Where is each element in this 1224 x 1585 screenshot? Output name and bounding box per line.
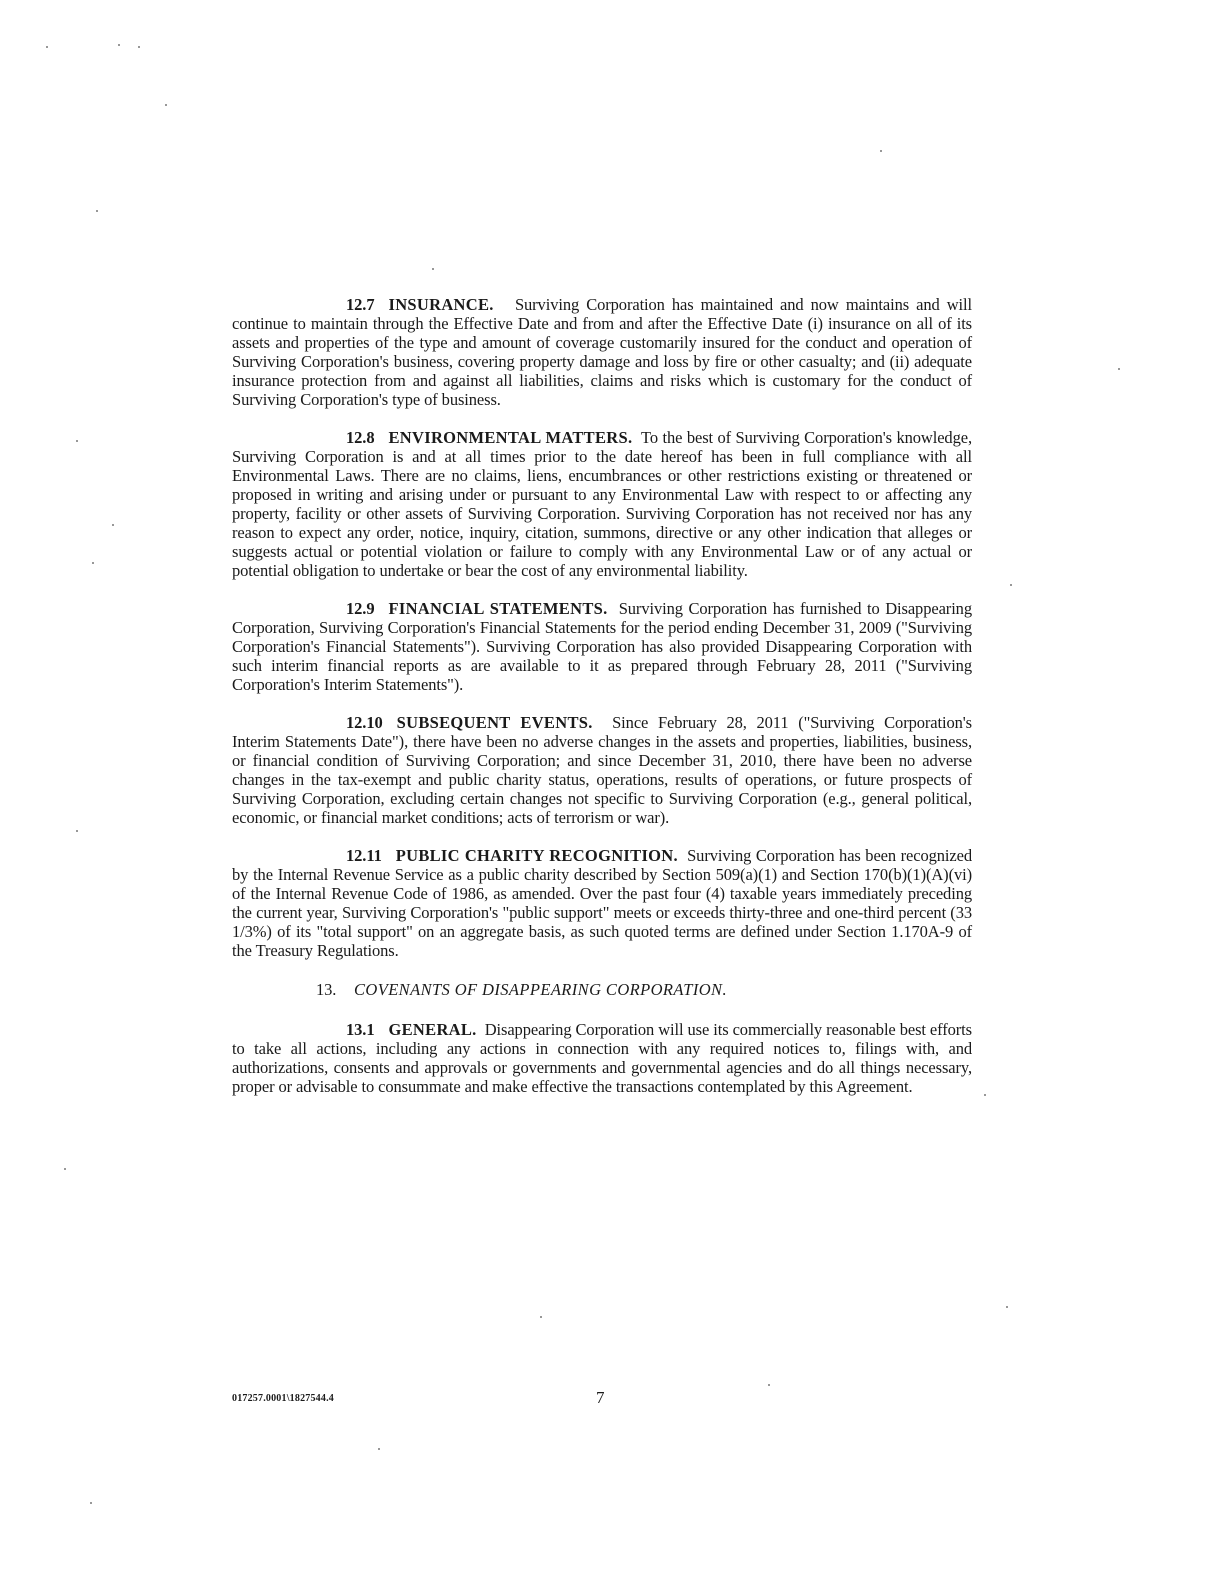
- section-paragraph: [232, 713, 972, 827]
- article-heading: [232, 980, 972, 999]
- scan-speck: [1006, 1306, 1008, 1308]
- section-number: 13.1: [346, 1020, 375, 1039]
- section-12-8: [232, 428, 972, 580]
- scan-speck: [984, 1094, 986, 1096]
- section-body: Since February 28, 2011 ("Surviving Corporation's Interim Statements Date"), there have been no adverse changes in the assets and properties, liabilities, business, or financial condition of Surviving Corporation; and since December 31, 2010, there have been no adverse changes in the tax-exempt and public charity status, operations, results of operations, or future prospects of Surviving Corporation, excluding certain changes not specific to Surviving Corporation (e.g., general political, economic, or financial market conditions; acts of terrorism or war).: [232, 713, 972, 827]
- section-paragraph: [232, 846, 972, 960]
- scan-speck: [46, 46, 48, 48]
- scan-speck: [64, 1168, 66, 1170]
- scan-speck: [378, 1448, 380, 1450]
- article-number: 13.: [316, 980, 337, 999]
- section-number: 12.9: [346, 599, 375, 618]
- section-12-9: [232, 599, 972, 694]
- scan-speck: [90, 1502, 92, 1504]
- scan-speck: [1118, 368, 1120, 370]
- section-heading: SUBSEQUENT EVENTS.: [396, 713, 593, 732]
- section-12-10: [232, 713, 972, 827]
- document-id: 017257.0001\1827544.4: [232, 1393, 334, 1404]
- scan-speck: [92, 562, 94, 564]
- section-number: 12.7: [346, 295, 375, 314]
- section-body: Surviving Corporation has furnished to Disappearing Corporation, Surviving Corporation's Financial Statements for the period ending December 31, 2009 ("Surviving Corporation's Financial Statements"). Surviving Corporation has also provided Disappearing Corporation with such interim financial reports as are available to it as prepared through February 28, 2011 ("Surviving Corporation's Interim Statements").: [232, 599, 972, 694]
- scan-speck: [432, 268, 434, 270]
- article-title: COVENANTS OF DISAPPEARING CORPORATION.: [354, 980, 727, 999]
- section-heading: FINANCIAL STATEMENTS.: [388, 599, 608, 618]
- section-body: To the best of Surviving Corporation's knowledge, Surviving Corporation is and at all times prior to the date hereof has been in full compliance with all Environmental Laws. There are no claims, liens, encumbrances or other restrictions existing or threatened or proposed in writing and arising under or pursuant to any Environmental Law with respect to or affecting any property, facility or other assets of Surviving Corporation. Surviving Corporation has not received nor has any reason to expect any order, notice, inquiry, citation, summons, directive or any other indication that alleges or suggests actual or potential violation or failure to comply with any Environmental Law or of any actual or potential obligation to undertake or bear the cost of any environmental liability.: [232, 428, 972, 580]
- section-body: Disappearing Corporation will use its commercially reasonable best efforts to take all actions, including any actions in connection with any required notices to, filings with, and authorizations, consents and approvals or governments and governmental agencies and do all things necessary, proper or advisable to consummate and make effective the transactions contemplated by this Agreement.: [232, 1020, 972, 1096]
- scan-speck: [540, 1316, 542, 1318]
- scan-speck: [165, 104, 167, 106]
- scan-speck: [880, 150, 882, 152]
- section-heading: PUBLIC CHARITY RECOGNITION.: [395, 846, 678, 865]
- section-12-7: [232, 295, 972, 409]
- section-heading: ENVIRONMENTAL MATTERS.: [388, 428, 633, 447]
- section-number: 12.10: [346, 713, 383, 732]
- section-body: Surviving Corporation has been recognized by the Internal Revenue Service as a public charity described by Section 509(a)(1) and Section 170(b)(1)(A)(vi) of the Internal Revenue Code of 1986, as amended. Over the past four (4) taxable years immediately preceding the current year, Surviving Corporation's "public support" meets or exceeds thirty-three and one-third percent (33 1/3%) of its "total support" on an aggregate basis, as such quoted terms are defined under Section 1.170A-9 of the Treasury Regulations.: [232, 846, 972, 960]
- scan-speck: [112, 524, 114, 526]
- section-heading: GENERAL.: [388, 1020, 477, 1039]
- section-number: 12.11: [346, 846, 382, 865]
- scan-speck: [76, 830, 78, 832]
- section-number: 12.8: [346, 428, 375, 447]
- document-body: [232, 295, 972, 1115]
- section-heading: INSURANCE.: [388, 295, 494, 314]
- scan-speck: [96, 210, 98, 212]
- scan-speck: [1010, 584, 1012, 586]
- scan-speck: [768, 1384, 770, 1386]
- section-paragraph: [232, 428, 972, 580]
- section-paragraph: [232, 599, 972, 694]
- section-13-1: [232, 1020, 972, 1096]
- section-paragraph: [232, 295, 972, 409]
- scan-speck: [118, 44, 120, 46]
- section-body: Surviving Corporation has maintained and now maintains and will continue to maintain through the Effective Date and from and after the Effective Date (i) insurance on all of its assets and properties of the type and amount of coverage customarily insured for the conduct and operation of Surviving Corporation's business, covering property damage and loss by fire or other casualty; and (ii) adequate insurance protection from and against all liabilities, claims and risks which is customary for the conduct of Surviving Corporation's type of business.: [232, 295, 973, 409]
- page-number: 7: [596, 1388, 605, 1407]
- scan-speck: [76, 440, 78, 442]
- section-12-11: [232, 846, 972, 960]
- section-paragraph: [232, 1020, 972, 1096]
- scan-speck: [138, 46, 140, 48]
